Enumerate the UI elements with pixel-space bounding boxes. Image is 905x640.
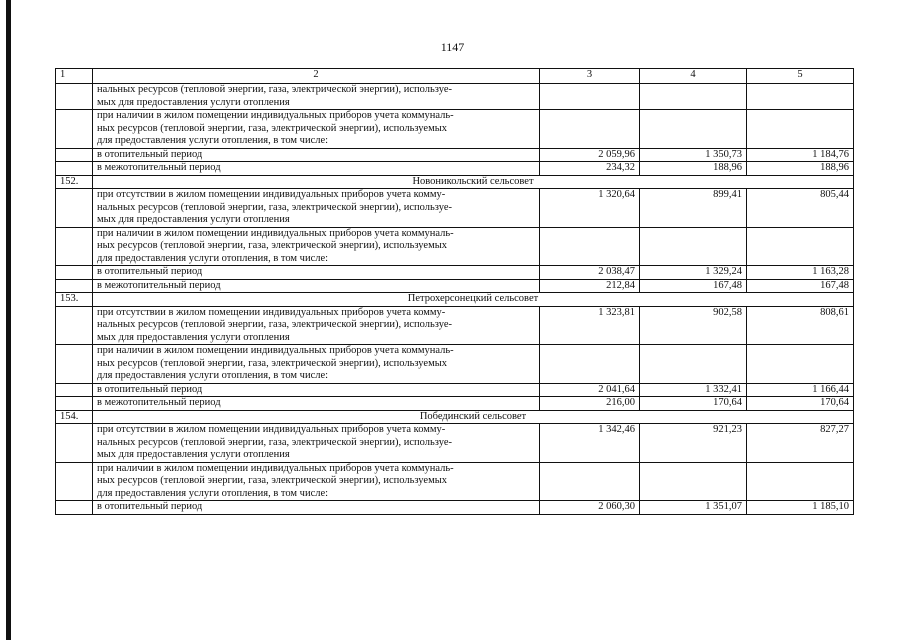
row-index-cell bbox=[56, 501, 93, 515]
value-col-5: 827,27 bbox=[747, 424, 854, 463]
row-index-cell bbox=[56, 148, 93, 162]
row-index-cell bbox=[56, 162, 93, 176]
row-index-cell bbox=[56, 383, 93, 397]
section-name: Новоникольский сельсовет bbox=[93, 175, 854, 189]
value-col-4: 188,96 bbox=[640, 162, 747, 176]
row-description: в отопительный период bbox=[93, 148, 540, 162]
value-col-4: 167,48 bbox=[640, 279, 747, 293]
row-index-cell bbox=[56, 110, 93, 149]
value-col-4: 1 351,07 bbox=[640, 501, 747, 515]
without-meter-row bbox=[56, 306, 854, 345]
row-index-cell bbox=[56, 266, 93, 280]
row-index-cell bbox=[56, 345, 93, 384]
without-meter-row bbox=[56, 189, 854, 228]
table-header-row bbox=[56, 69, 854, 84]
value-col-4: 921,23 bbox=[640, 424, 747, 463]
value-col-3: 2 041,64 bbox=[540, 383, 640, 397]
value-col-5: 808,61 bbox=[747, 306, 854, 345]
value-col-3: 1 323,81 bbox=[540, 306, 640, 345]
value-col-4 bbox=[640, 462, 747, 501]
value-col-5: 1 163,28 bbox=[747, 266, 854, 280]
section-index: 153. bbox=[56, 293, 93, 307]
row-description: при отсутствии в жилом помещении индивидуальных приборов учета комму- нальных ресурсов (тепловой энергии, газа, электрической энергии), используе- мых для предоставления услуги отопления bbox=[93, 424, 540, 463]
heating-row bbox=[56, 266, 854, 280]
row-description: в отопительный период bbox=[93, 501, 540, 515]
value-col-3: 1 320,64 bbox=[540, 189, 640, 228]
value-col-3: 212,84 bbox=[540, 279, 640, 293]
row-index-cell bbox=[56, 462, 93, 501]
section-index: 154. bbox=[56, 410, 93, 424]
section-index: 152. bbox=[56, 175, 93, 189]
offseason-row bbox=[56, 279, 854, 293]
value-col-3 bbox=[540, 227, 640, 266]
value-col-3 bbox=[540, 110, 640, 149]
value-col-3: 2 060,30 bbox=[540, 501, 640, 515]
value-col-4: 899,41 bbox=[640, 189, 747, 228]
row-index-cell bbox=[56, 227, 93, 266]
section-name: Побединский сельсовет bbox=[93, 410, 854, 424]
value-col-4: 1 332,41 bbox=[640, 383, 747, 397]
section-row bbox=[56, 293, 854, 307]
value-col-4: 170,64 bbox=[640, 397, 747, 411]
with-meter-row bbox=[56, 110, 854, 149]
value-col-4 bbox=[640, 110, 747, 149]
header-col-1: 1 bbox=[56, 69, 93, 84]
row-description: при наличии в жилом помещении индивидуальных приборов учета коммуналь- ных ресурсов (тепловой энергии, газа, электрической энергии), используемых для предоставления услуги отопления, в том числе: bbox=[93, 345, 540, 384]
value-col-5: 167,48 bbox=[747, 279, 854, 293]
value-col-5 bbox=[747, 84, 854, 110]
value-col-3: 234,32 bbox=[540, 162, 640, 176]
value-col-3: 216,00 bbox=[540, 397, 640, 411]
row-description: при наличии в жилом помещении индивидуальных приборов учета коммуналь- ных ресурсов (тепловой энергии, газа, электрической энергии), используемых для предоставления услуги отопления, в том числе: bbox=[93, 227, 540, 266]
offseason-row bbox=[56, 397, 854, 411]
header-col-4: 4 bbox=[640, 69, 747, 84]
row-description: в отопительный период bbox=[93, 266, 540, 280]
row-index-cell bbox=[56, 424, 93, 463]
row-description: нальных ресурсов (тепловой энергии, газа, электрической энергии), используе- мых для предоставления услуги отопления bbox=[93, 84, 540, 110]
value-col-5: 1 185,10 bbox=[747, 501, 854, 515]
row-index-cell bbox=[56, 397, 93, 411]
value-col-4: 1 350,73 bbox=[640, 148, 747, 162]
value-col-3: 2 038,47 bbox=[540, 266, 640, 280]
row-index-cell bbox=[56, 306, 93, 345]
value-col-3: 2 059,96 bbox=[540, 148, 640, 162]
with-meter-row bbox=[56, 462, 854, 501]
value-col-4 bbox=[640, 227, 747, 266]
value-col-3 bbox=[540, 84, 640, 110]
row-description: при отсутствии в жилом помещении индивидуальных приборов учета комму- нальных ресурсов (тепловой энергии, газа, электрической энергии), используе- мых для предоставления услуги отопления bbox=[93, 189, 540, 228]
value-col-5: 170,64 bbox=[747, 397, 854, 411]
row-description: при наличии в жилом помещении индивидуальных приборов учета коммуналь- ных ресурсов (тепловой энергии, газа, электрической энергии), используемых для предоставления услуги отопления, в том числе: bbox=[93, 110, 540, 149]
offseason-row bbox=[56, 162, 854, 176]
continuation-row bbox=[56, 84, 854, 110]
value-col-4 bbox=[640, 84, 747, 110]
tariff-table bbox=[55, 68, 854, 515]
header-col-3: 3 bbox=[540, 69, 640, 84]
value-col-5 bbox=[747, 110, 854, 149]
row-description: при отсутствии в жилом помещении индивидуальных приборов учета комму- нальных ресурсов (тепловой энергии, газа, электрической энергии), используе- мых для предоставления услуги отопления bbox=[93, 306, 540, 345]
value-col-5 bbox=[747, 227, 854, 266]
heating-row bbox=[56, 148, 854, 162]
page-number: 1147 bbox=[440, 40, 465, 54]
with-meter-row bbox=[56, 345, 854, 384]
section-row bbox=[56, 410, 854, 424]
value-col-3 bbox=[540, 462, 640, 501]
value-col-5: 1 166,44 bbox=[747, 383, 854, 397]
section-row bbox=[56, 175, 854, 189]
value-col-5: 188,96 bbox=[747, 162, 854, 176]
row-index-cell bbox=[56, 189, 93, 228]
row-index-cell bbox=[56, 279, 93, 293]
row-description: при наличии в жилом помещении индивидуальных приборов учета коммуналь- ных ресурсов (тепловой энергии, газа, электрической энергии), используемых для предоставления услуги отопления, в том числе: bbox=[93, 462, 540, 501]
value-col-5 bbox=[747, 462, 854, 501]
row-description: в межотопительный период bbox=[93, 397, 540, 411]
header-col-5: 5 bbox=[747, 69, 854, 84]
with-meter-row bbox=[56, 227, 854, 266]
row-description: в межотопительный период bbox=[93, 279, 540, 293]
value-col-4 bbox=[640, 345, 747, 384]
header-col-2: 2 bbox=[93, 69, 540, 84]
value-col-4: 902,58 bbox=[640, 306, 747, 345]
value-col-3: 1 342,46 bbox=[540, 424, 640, 463]
value-col-5 bbox=[747, 345, 854, 384]
value-col-5: 1 184,76 bbox=[747, 148, 854, 162]
row-description: в межотопительный период bbox=[93, 162, 540, 176]
row-index-cell bbox=[56, 84, 93, 110]
row-description: в отопительный период bbox=[93, 383, 540, 397]
value-col-4: 1 329,24 bbox=[640, 266, 747, 280]
value-col-3 bbox=[540, 345, 640, 384]
value-col-5: 805,44 bbox=[747, 189, 854, 228]
section-name: Петрохерсонецкий сельсовет bbox=[93, 293, 854, 307]
heating-row bbox=[56, 383, 854, 397]
scan-edge-bar bbox=[6, 0, 11, 640]
heating-row bbox=[56, 501, 854, 515]
without-meter-row bbox=[56, 424, 854, 463]
